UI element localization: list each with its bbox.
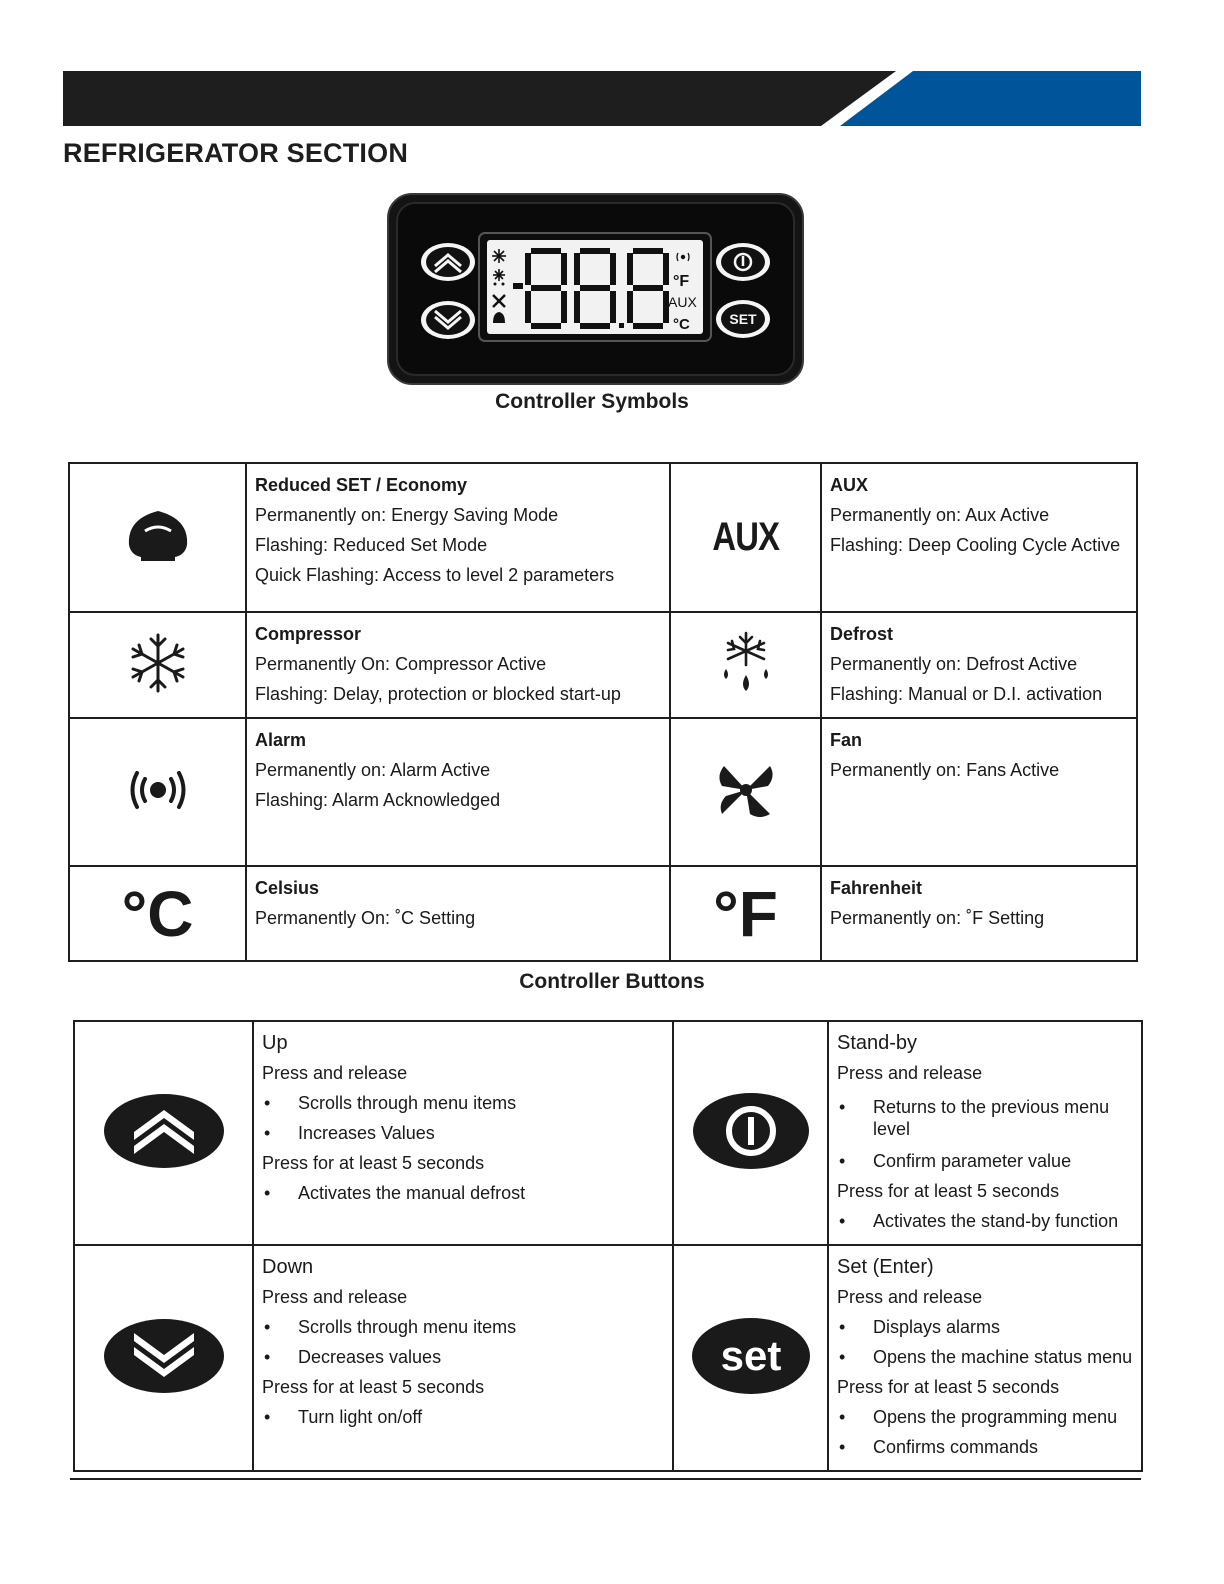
svg-text:SET: SET xyxy=(729,311,757,327)
power-icon xyxy=(691,1091,811,1171)
controller-down-button xyxy=(421,301,475,339)
section-title: REFRIGERATOR SECTION xyxy=(63,138,409,168)
symbol-line: Permanently on: Alarm Active xyxy=(255,760,491,780)
list-item: • Scrolls through menu items xyxy=(262,1312,664,1342)
symbol-cell xyxy=(69,612,246,718)
symbol-line: Flashing: Deep Cooling Cycle Active xyxy=(830,535,1121,555)
hold-list xyxy=(262,1178,664,1208)
hold-label: Press for at least 5 seconds xyxy=(262,1377,485,1397)
symbol-line: Flashing: Alarm Acknowledged xyxy=(255,790,501,810)
button-cell xyxy=(673,1245,828,1471)
symbol-title: Defrost xyxy=(830,624,894,644)
symbol-title: Reduced SET / Economy xyxy=(255,475,468,495)
symbol-title: Fan xyxy=(830,730,863,750)
symbol-line: Permanently On: ˚C Setting xyxy=(255,908,476,928)
svg-text:°C: °C xyxy=(673,316,690,333)
hold-label: Press for at least 5 seconds xyxy=(837,1181,1060,1201)
button-description xyxy=(253,1245,673,1471)
celsius-icon: °C xyxy=(121,877,194,950)
reduced-set-icon xyxy=(123,505,193,565)
symbol-line: Flashing: Delay, protection or blocked start-up xyxy=(255,684,621,704)
button-title: Stand-by xyxy=(837,1032,918,1054)
button-cell xyxy=(673,1021,828,1245)
symbol-line: Permanently on: Fans Active xyxy=(830,760,1060,780)
fahrenheit-icon: °F xyxy=(713,877,778,950)
controller-up-button xyxy=(421,243,475,281)
symbol-cell xyxy=(670,463,821,612)
list-item: • Turn light on/off xyxy=(262,1402,664,1432)
symbol-cell xyxy=(69,718,246,866)
symbol-line: Permanently On: Compressor Active xyxy=(255,654,547,674)
hold-list xyxy=(262,1402,664,1432)
controller-set-button xyxy=(716,300,770,338)
button-description xyxy=(828,1021,1142,1245)
symbol-line: Flashing: Reduced Set Mode xyxy=(255,535,488,555)
header-banner xyxy=(63,71,1141,126)
symbol-description xyxy=(246,612,670,718)
hold-list xyxy=(837,1402,1133,1462)
symbol-description xyxy=(821,463,1137,612)
symbols-caption: Controller Symbols xyxy=(495,390,689,413)
symbol-description xyxy=(821,612,1137,718)
list-item: • Opens the programming menu xyxy=(837,1402,1133,1432)
alarm-icon xyxy=(125,767,191,813)
footer-rule xyxy=(70,1478,1141,1480)
button-title: Down xyxy=(262,1256,314,1278)
symbols-table xyxy=(68,462,1138,962)
symbol-cell xyxy=(670,612,821,718)
buttons-table xyxy=(73,1020,1143,1472)
list-item: • Returns to the previous menu level xyxy=(837,1096,1133,1140)
defrost-icon xyxy=(714,629,778,697)
symbol-line: Permanently on: ˚F Setting xyxy=(830,908,1045,928)
symbol-title: Compressor xyxy=(255,624,362,644)
buttons-caption: Controller Buttons xyxy=(519,970,705,993)
table-row xyxy=(74,1245,1142,1471)
symbol-cell xyxy=(69,866,246,961)
press-label: Press and release xyxy=(837,1063,983,1083)
list-item: • Displays alarms xyxy=(837,1312,1133,1342)
press-label: Press and release xyxy=(262,1287,408,1307)
table-row xyxy=(69,718,1137,866)
symbol-cell xyxy=(670,866,821,961)
symbol-title: Fahrenheit xyxy=(830,878,923,898)
list-item: • Activates the manual defrost xyxy=(262,1178,664,1208)
symbol-line: Permanently on: Aux Active xyxy=(830,505,1050,525)
set-icon-label: set xyxy=(720,1331,781,1379)
aux-icon: AUX xyxy=(712,515,779,559)
button-description xyxy=(253,1021,673,1245)
button-cell xyxy=(74,1021,253,1245)
press-list xyxy=(262,1312,664,1372)
button-title: Up xyxy=(262,1032,288,1054)
symbol-line: Permanently on: Defrost Active xyxy=(830,654,1078,674)
symbol-title: Alarm xyxy=(255,730,307,750)
set-icon xyxy=(690,1316,812,1396)
symbol-description xyxy=(246,866,670,961)
list-item: • Confirm parameter value xyxy=(837,1150,1133,1172)
hold-list xyxy=(837,1206,1133,1236)
snowflake-icon xyxy=(123,631,193,695)
press-label: Press and release xyxy=(262,1063,408,1083)
list-item: • Opens the machine status menu xyxy=(837,1342,1133,1372)
table-row xyxy=(74,1021,1142,1245)
controller-image xyxy=(387,193,804,385)
symbol-cell xyxy=(69,463,246,612)
list-item: • Decreases values xyxy=(262,1342,664,1372)
symbol-line: Flashing: Manual or D.I. activation xyxy=(830,684,1103,704)
press-list xyxy=(837,1312,1133,1372)
press-list xyxy=(837,1096,1133,1172)
symbol-title: Celsius xyxy=(255,878,320,898)
svg-text:AUX: AUX xyxy=(668,294,697,310)
press-label: Press and release xyxy=(837,1287,983,1307)
down-chevron-icon xyxy=(102,1317,226,1395)
controller-standby-button xyxy=(716,243,770,281)
symbol-description xyxy=(246,718,670,866)
list-item: • Confirms commands xyxy=(837,1432,1133,1462)
press-list xyxy=(262,1088,664,1148)
hold-label: Press for at least 5 seconds xyxy=(262,1153,485,1173)
symbol-title: AUX xyxy=(830,475,869,495)
hold-label: Press for at least 5 seconds xyxy=(837,1377,1060,1397)
up-chevron-icon xyxy=(102,1092,226,1170)
list-item: • Scrolls through menu items xyxy=(262,1088,664,1118)
button-cell xyxy=(74,1245,253,1471)
table-row xyxy=(69,866,1137,961)
list-item: • Increases Values xyxy=(262,1118,664,1148)
symbol-description xyxy=(246,463,670,612)
table-row xyxy=(69,463,1137,612)
symbol-line: Quick Flashing: Access to level 2 parameters xyxy=(255,565,615,585)
button-title: Set (Enter) xyxy=(837,1256,934,1278)
symbol-description xyxy=(821,718,1137,866)
button-description xyxy=(828,1245,1142,1471)
table-row xyxy=(69,612,1137,718)
symbol-cell xyxy=(670,718,821,866)
list-item: • Activates the stand-by function xyxy=(837,1206,1133,1236)
svg-text:°F: °F xyxy=(673,273,690,290)
fan-icon xyxy=(714,758,778,822)
symbol-line: Permanently on: Energy Saving Mode xyxy=(255,505,559,525)
symbol-description xyxy=(821,866,1137,961)
